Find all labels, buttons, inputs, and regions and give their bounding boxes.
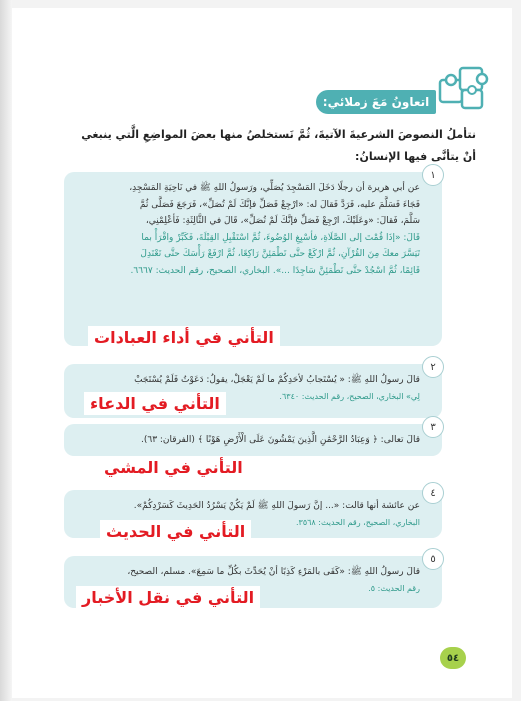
text-line: قالَ رسولُ اللهِ ﷺ: «كَفَى بالمَرْءِ كَذِبًا أنْ يُحَدِّثَ بكُلِّ ما سَمِعَ». مسلم، الصحيح، — [127, 567, 420, 577]
answer-text-1: التأني في أداء العبادات — [88, 326, 280, 349]
text-line: البخاري، الصحيح، رقم الحديث: ٣٥٦٨. — [295, 517, 420, 527]
item-number: ٤ — [422, 482, 444, 504]
item-number: ٣ — [422, 416, 444, 438]
text-line: قَائِمًا، ثُمَّ اسْجُدْ حتَّى تَطْمَئِنَّ سَاجِدًا ...». البخاري، الصحيح، رقم الحديث: ٦٦٦٧. — [130, 265, 420, 276]
item-text — [76, 432, 420, 449]
puzzle-icon — [436, 62, 490, 114]
text-line: فَجَاءَ فَسَلَّمَ عليه، فَرَدَّ فَقالَ له: «ارْجِعْ فَصَلِّ فإنَّكَ لَمْ تُصَلِّ»، فَرَجَعَ فَصَلَّى ثُمَّ — [139, 199, 420, 210]
answer-text-5: التأني في نقل الأخبار — [76, 586, 260, 609]
item-number: ١ — [422, 164, 444, 186]
text-line: تَيَسَّرَ معكَ مِنَ القُرْآنِ، ثُمَّ ارْكَعْ حتَّى تَطْمَئِنَّ رَاكِعًا، ثُمَّ ارْفَعْ رَأْسَكَ حتَّى تَعْتَدِلَ — [140, 249, 420, 259]
text-line: رقم الحديث: ٥. — [368, 583, 420, 593]
text-line: قَالَ: «إذَا قُمْتَ إلى الصَّلَاةِ، فأسْبِغِ الوُضُوءَ، ثُمَّ اسْتَقْبِلِ القِبْلَةَ، فَكَبِّرْ واقْرَأْ بما — [141, 232, 420, 243]
text-line: قالَ رسولُ اللهِ ﷺ: « يُسْتَجابُ لأحَدِكُمْ ما لَمْ يَعْجَلْ، يقولُ: دَعَوْتُ فَلَمْ يُسْتَجَبْ — [134, 375, 420, 385]
section-title: اتعاونُ مَعَ زملائي: — [316, 90, 436, 114]
text-line: عن أبي هريرة أن رجلًا دَخَلَ المَسْجِدَ يُصَلِّي، ورَسولُ اللهِ ﷺ في نَاحِيَةِ المَسْجِدِ، — [129, 183, 420, 193]
text-line: لِي» البخاري، الصحيح، رقم الحديث: ٦٣٤٠. — [279, 391, 420, 401]
intro-text: نتأملُ النصوصَ الشرعيةَ الآتيةَ، ثُمَّ نَستخلصُ منها بعضَ المواضِعِ الَّتي ينبغي أنْ يتأنَّى فيها الإنسانُ: — [81, 128, 476, 163]
answer-text-4: التأني في الحديث — [100, 520, 251, 543]
hadith-box-1 — [64, 169, 442, 346]
item-number: ٢ — [422, 356, 444, 378]
text-line: قالَ تعالى: ﴿ وَعِبَادُ الرَّحْمَٰنِ الَّذِينَ يَمْشُونَ عَلَى الْأَرْضِ هَوْنًا ﴾ (الفرقان: ٦٣). — [140, 435, 420, 445]
book-spine-shadow — [0, 0, 12, 701]
text-line: سَلَّمَ، فَقالَ: «وعَلَيْكَ، ارْجِعْ فَصَلِّ فإنَّكَ لَمْ تُصَلِّ»، قَالَ في الثَّالِثَةِ: فَأعْلِمْنِي، — [145, 216, 420, 226]
item-text — [76, 180, 420, 279]
answer-text-3: التأني في المشي — [98, 456, 249, 479]
item-number: ٥ — [422, 548, 444, 570]
answer-text-2: التأني في الدعاء — [84, 392, 226, 415]
hadith-box-3 — [64, 421, 442, 456]
page-number: ٥٤ — [440, 647, 466, 669]
text-line: عن عائشة أنها قالت: «... إنَّ رَسولَ اللهِ ﷺ لَمْ يَكُنْ يَسْرُدُ الحَدِيثَ كَسَرْدِكُمْ». — [133, 501, 420, 511]
